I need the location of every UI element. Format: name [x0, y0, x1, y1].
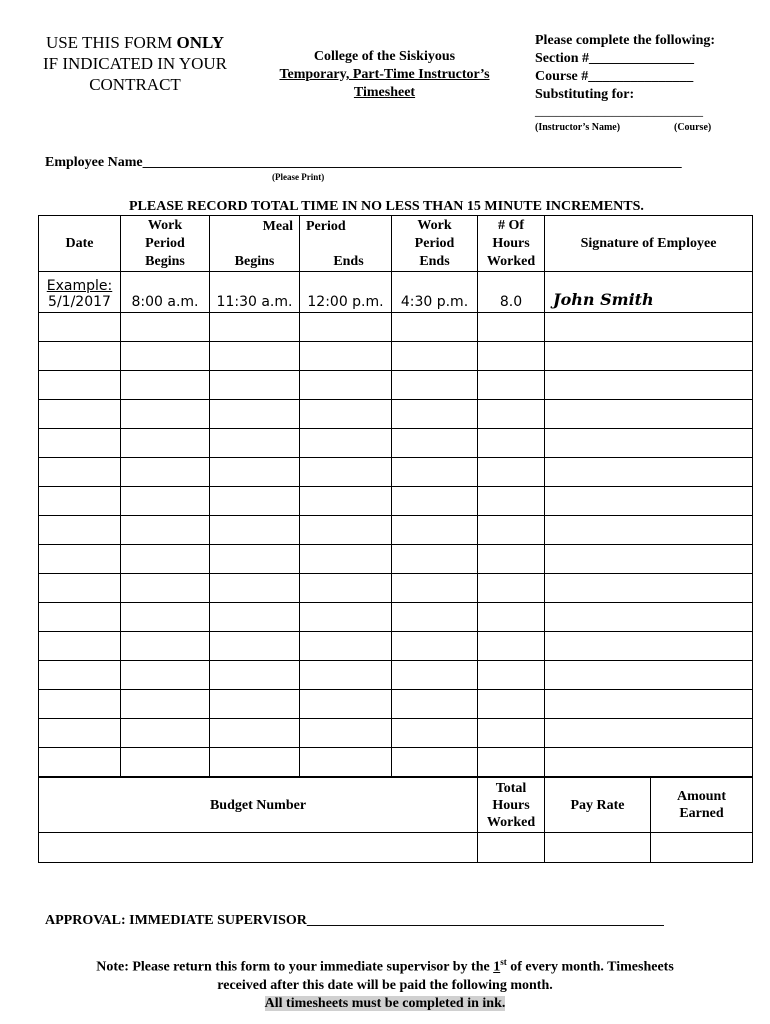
example-hours: 8.0: [478, 272, 545, 313]
budget-table: [38, 777, 753, 863]
entry-cell-work-begins[interactable]: [121, 719, 210, 748]
col-hours-l1: # Of: [497, 217, 525, 233]
entry-cell-work-ends[interactable]: [392, 342, 478, 371]
entry-cell-meal-ends[interactable]: [300, 400, 392, 429]
col-hours-l2: Hours: [492, 235, 530, 251]
budget-header-row: [39, 778, 753, 833]
amount-earned-cell[interactable]: [651, 833, 753, 863]
entry-cell-hours[interactable]: [478, 371, 545, 400]
col-work-begins-l2: Period: [145, 235, 185, 251]
entry-cell-hours[interactable]: [478, 661, 545, 690]
entry-cell-meal-ends[interactable]: [300, 516, 392, 545]
entry-cell-meal-ends[interactable]: [300, 719, 392, 748]
note-line1-a: Note: Please return this form to your immediate supervisor by the: [96, 959, 494, 975]
entry-cell-signature[interactable]: [545, 690, 753, 719]
budget-number-cell[interactable]: [39, 833, 478, 863]
table-row: [39, 632, 753, 661]
table-row: [39, 748, 753, 777]
entry-cell-work-begins[interactable]: [121, 748, 210, 777]
note-block: [30, 953, 740, 1013]
entry-cell-meal-begins[interactable]: [210, 429, 300, 458]
col-meal-begins-label: Begins: [234, 254, 275, 269]
instruction-text: PLEASE RECORD TOTAL TIME IN NO LESS THAN 15 MINUTE INCREMENTS.: [129, 199, 644, 214]
col-period-ends-label: Ends: [333, 254, 364, 269]
entry-cell-meal-begins[interactable]: [210, 313, 300, 342]
table-row: [39, 603, 753, 632]
total-hours-l1: Total: [495, 780, 527, 796]
entry-cell-date[interactable]: [39, 661, 121, 690]
instructor-name-caption: (Instructor’s Name): [535, 122, 621, 133]
entry-cell-signature[interactable]: [545, 661, 753, 690]
usage-notice-line1: USE THIS FORM: [45, 33, 177, 52]
entry-cell-work-begins[interactable]: [121, 574, 210, 603]
entry-cell-date[interactable]: [39, 342, 121, 371]
entry-cell-signature[interactable]: [545, 458, 753, 487]
table-row: [39, 342, 753, 371]
example-work-begins: 8:00 a.m.: [121, 272, 210, 313]
entry-cell-work-ends[interactable]: [392, 400, 478, 429]
blank-rows: [39, 313, 753, 777]
note-line2: received after this date will be paid the following month.: [217, 977, 553, 993]
amount-l1: Amount: [676, 789, 726, 804]
entry-cell-signature[interactable]: [545, 748, 753, 777]
example-signature: [545, 272, 753, 313]
col-meal-label: Meal: [262, 219, 293, 234]
budget-number-header: Budget Number: [39, 778, 478, 833]
entry-cell-meal-ends[interactable]: [300, 313, 392, 342]
total-hours-cell[interactable]: [478, 833, 545, 863]
entry-cell-date[interactable]: [39, 458, 121, 487]
entry-cell-work-ends[interactable]: [392, 690, 478, 719]
please-print-caption: (Please Print): [272, 172, 325, 182]
entry-cell-meal-begins[interactable]: [210, 545, 300, 574]
entry-cell-meal-begins[interactable]: [210, 632, 300, 661]
entry-cell-hours[interactable]: [478, 400, 545, 429]
entry-cell-work-begins[interactable]: [121, 545, 210, 574]
entry-cell-date[interactable]: [39, 371, 121, 400]
note-line1-b: of every month. Timesheets: [506, 959, 674, 975]
entry-cell-meal-begins[interactable]: [210, 458, 300, 487]
table-row: [39, 371, 753, 400]
entry-cell-date[interactable]: [39, 400, 121, 429]
amount-l2: Earned: [679, 806, 724, 821]
col-meal-begins: [210, 216, 300, 272]
entry-cell-work-begins[interactable]: [121, 371, 210, 400]
entry-cell-work-begins[interactable]: [121, 661, 210, 690]
col-hours: [478, 216, 545, 272]
form-title-block: [262, 48, 507, 102]
entry-cell-signature[interactable]: [545, 719, 753, 748]
amount-earned-header: [651, 778, 753, 833]
entry-cell-work-begins[interactable]: [121, 632, 210, 661]
entry-cell-work-begins[interactable]: [121, 458, 210, 487]
entry-cell-meal-begins[interactable]: [210, 603, 300, 632]
table-row: [39, 545, 753, 574]
course-caption: (Course): [674, 122, 712, 133]
entry-cell-signature[interactable]: [545, 516, 753, 545]
col-work-ends-l1: Work: [417, 217, 452, 233]
table-row: [39, 516, 753, 545]
entry-cell-meal-ends[interactable]: [300, 458, 392, 487]
entry-cell-meal-begins[interactable]: [210, 516, 300, 545]
entry-cell-hours[interactable]: [478, 458, 545, 487]
entry-cell-signature[interactable]: [545, 313, 753, 342]
entry-cell-hours[interactable]: [478, 690, 545, 719]
entry-cell-work-ends[interactable]: [392, 458, 478, 487]
employee-name-field[interactable]: Employee Name_____________________________________________________________________________: [45, 155, 682, 170]
substitute-line[interactable]: ________________________: [535, 104, 703, 119]
col-work-begins: [121, 216, 210, 272]
entry-cell-work-ends[interactable]: [392, 748, 478, 777]
entry-cell-hours[interactable]: [478, 603, 545, 632]
table-row: [39, 719, 753, 748]
entry-cell-hours[interactable]: [478, 545, 545, 574]
entry-cell-meal-begins[interactable]: [210, 371, 300, 400]
example-date-cell: [39, 272, 121, 313]
col-hours-l3: Worked: [486, 253, 536, 269]
entry-cell-meal-begins[interactable]: [210, 400, 300, 429]
entry-cell-meal-ends[interactable]: [300, 690, 392, 719]
substituting-label: Substituting for:: [535, 87, 635, 102]
col-work-ends: [392, 216, 478, 272]
note-day: 1: [493, 959, 501, 975]
entry-cell-work-begins[interactable]: [121, 342, 210, 371]
entry-cell-meal-begins[interactable]: [210, 661, 300, 690]
example-label: Example:: [46, 278, 113, 294]
entry-cell-meal-begins[interactable]: [210, 342, 300, 371]
usage-notice: [30, 32, 240, 95]
entry-cell-meal-begins[interactable]: [210, 574, 300, 603]
example-signature-text: John Smith: [553, 290, 654, 309]
total-hours-l2: Hours: [492, 797, 530, 813]
table-row: [39, 487, 753, 516]
usage-notice-only: ONLY: [176, 33, 225, 52]
entry-cell-meal-ends[interactable]: [300, 429, 392, 458]
table-row: [39, 458, 753, 487]
college-name: College of the Siskiyous: [313, 49, 456, 64]
entry-cell-signature[interactable]: [545, 400, 753, 429]
example-date: 5/1/2017: [48, 294, 111, 310]
entry-cell-work-ends[interactable]: [392, 719, 478, 748]
table-row: [39, 429, 753, 458]
entry-cell-date[interactable]: [39, 487, 121, 516]
entry-cell-work-begins[interactable]: [121, 313, 210, 342]
form-title-line1: Temporary, Part-Time Instructor’s: [279, 67, 490, 82]
entry-cell-date[interactable]: [39, 574, 121, 603]
supervisor-approval-field[interactable]: APPROVAL: IMMEDIATE SUPERVISOR___________________________________________________: [45, 913, 664, 928]
table-row: [39, 690, 753, 719]
example-meal-begins: 11:30 a.m.: [210, 272, 300, 313]
col-date: Date: [39, 216, 121, 272]
entry-cell-work-begins[interactable]: [121, 487, 210, 516]
total-hours-header: [478, 778, 545, 833]
entry-cell-hours[interactable]: [478, 313, 545, 342]
entry-cell-signature[interactable]: [545, 429, 753, 458]
entry-cell-date[interactable]: [39, 748, 121, 777]
entry-cell-meal-begins[interactable]: [210, 719, 300, 748]
entry-cell-signature[interactable]: [545, 632, 753, 661]
note-ink-highlight: All timesheets must be completed in ink.: [264, 995, 506, 1011]
entry-cell-meal-ends[interactable]: [300, 487, 392, 516]
col-work-ends-l3: Ends: [419, 253, 450, 269]
entry-cell-signature[interactable]: [545, 487, 753, 516]
entry-cell-meal-begins[interactable]: [210, 487, 300, 516]
entry-cell-hours[interactable]: [478, 342, 545, 371]
entry-cell-meal-ends[interactable]: [300, 545, 392, 574]
total-hours-l3: Worked: [486, 814, 536, 830]
course-info-block: [535, 32, 765, 104]
form-title-line2: Timesheet: [353, 85, 416, 100]
usage-notice-line2: IF INDICATED IN YOUR: [43, 54, 227, 73]
entry-cell-signature[interactable]: [545, 603, 753, 632]
usage-notice-line3: CONTRACT: [89, 75, 181, 94]
course-info-prompt: Please complete the following:: [535, 33, 716, 48]
entry-cell-meal-begins[interactable]: [210, 748, 300, 777]
entry-cell-hours[interactable]: [478, 487, 545, 516]
entry-cell-date[interactable]: [39, 603, 121, 632]
example-meal-ends: 12:00 p.m.: [300, 272, 392, 313]
note-line3: [30, 995, 740, 1013]
entry-cell-work-ends[interactable]: [392, 313, 478, 342]
entry-cell-meal-ends[interactable]: [300, 603, 392, 632]
entry-cell-signature[interactable]: [545, 342, 753, 371]
entry-cell-date[interactable]: [39, 516, 121, 545]
entry-cell-work-begins[interactable]: [121, 690, 210, 719]
entry-cell-meal-begins[interactable]: [210, 690, 300, 719]
note-day-suffix: st: [500, 957, 507, 967]
pay-rate-cell[interactable]: [545, 833, 651, 863]
entry-cell-meal-ends[interactable]: [300, 371, 392, 400]
col-work-begins-l3: Begins: [145, 253, 185, 269]
col-work-begins-l1: Work: [147, 217, 183, 233]
entry-cell-work-ends[interactable]: [392, 661, 478, 690]
entry-cell-signature[interactable]: [545, 371, 753, 400]
entry-cell-hours[interactable]: [478, 516, 545, 545]
timesheet-table: [38, 215, 753, 777]
entry-cell-work-begins[interactable]: [121, 429, 210, 458]
entry-cell-work-ends[interactable]: [392, 487, 478, 516]
budget-entry-row: [39, 833, 753, 863]
entry-cell-hours[interactable]: [478, 574, 545, 603]
entry-cell-work-begins[interactable]: [121, 516, 210, 545]
col-work-ends-l2: Period: [414, 235, 455, 251]
entry-cell-hours[interactable]: [478, 632, 545, 661]
entry-cell-work-ends[interactable]: [392, 574, 478, 603]
entry-cell-work-ends[interactable]: [392, 603, 478, 632]
entry-cell-meal-ends[interactable]: [300, 632, 392, 661]
entry-cell-meal-ends[interactable]: [300, 342, 392, 371]
entry-cell-work-ends[interactable]: [392, 545, 478, 574]
note-line1: [30, 953, 740, 977]
col-meal-ends: [300, 216, 392, 272]
example-work-ends: 4:30 p.m.: [392, 272, 478, 313]
entry-cell-signature[interactable]: [545, 574, 753, 603]
entry-cell-meal-ends[interactable]: [300, 661, 392, 690]
table-row: [39, 574, 753, 603]
section-field[interactable]: Section #_______________: [535, 51, 695, 66]
pay-rate-header: Pay Rate: [545, 778, 651, 833]
entry-cell-date[interactable]: [39, 719, 121, 748]
entry-cell-hours[interactable]: [478, 719, 545, 748]
table-row: [39, 313, 753, 342]
entry-cell-work-ends[interactable]: [392, 516, 478, 545]
example-row: [39, 272, 753, 313]
entry-cell-hours[interactable]: [478, 748, 545, 777]
entry-cell-meal-ends[interactable]: [300, 574, 392, 603]
entry-cell-date[interactable]: [39, 545, 121, 574]
entry-cell-signature[interactable]: [545, 545, 753, 574]
table-header-row: [39, 216, 753, 272]
entry-cell-date[interactable]: [39, 313, 121, 342]
col-signature: Signature of Employee: [545, 216, 753, 272]
entry-cell-date[interactable]: [39, 632, 121, 661]
course-field[interactable]: Course #_______________: [535, 69, 694, 84]
entry-cell-meal-ends[interactable]: [300, 748, 392, 777]
entry-cell-work-ends[interactable]: [392, 371, 478, 400]
entry-cell-date[interactable]: [39, 690, 121, 719]
entry-cell-work-begins[interactable]: [121, 603, 210, 632]
entry-cell-work-begins[interactable]: [121, 400, 210, 429]
col-period-label: Period: [306, 219, 346, 234]
entry-cell-work-ends[interactable]: [392, 429, 478, 458]
entry-cell-hours[interactable]: [478, 429, 545, 458]
entry-cell-date[interactable]: [39, 429, 121, 458]
table-row: [39, 400, 753, 429]
entry-cell-work-ends[interactable]: [392, 632, 478, 661]
table-row: [39, 661, 753, 690]
